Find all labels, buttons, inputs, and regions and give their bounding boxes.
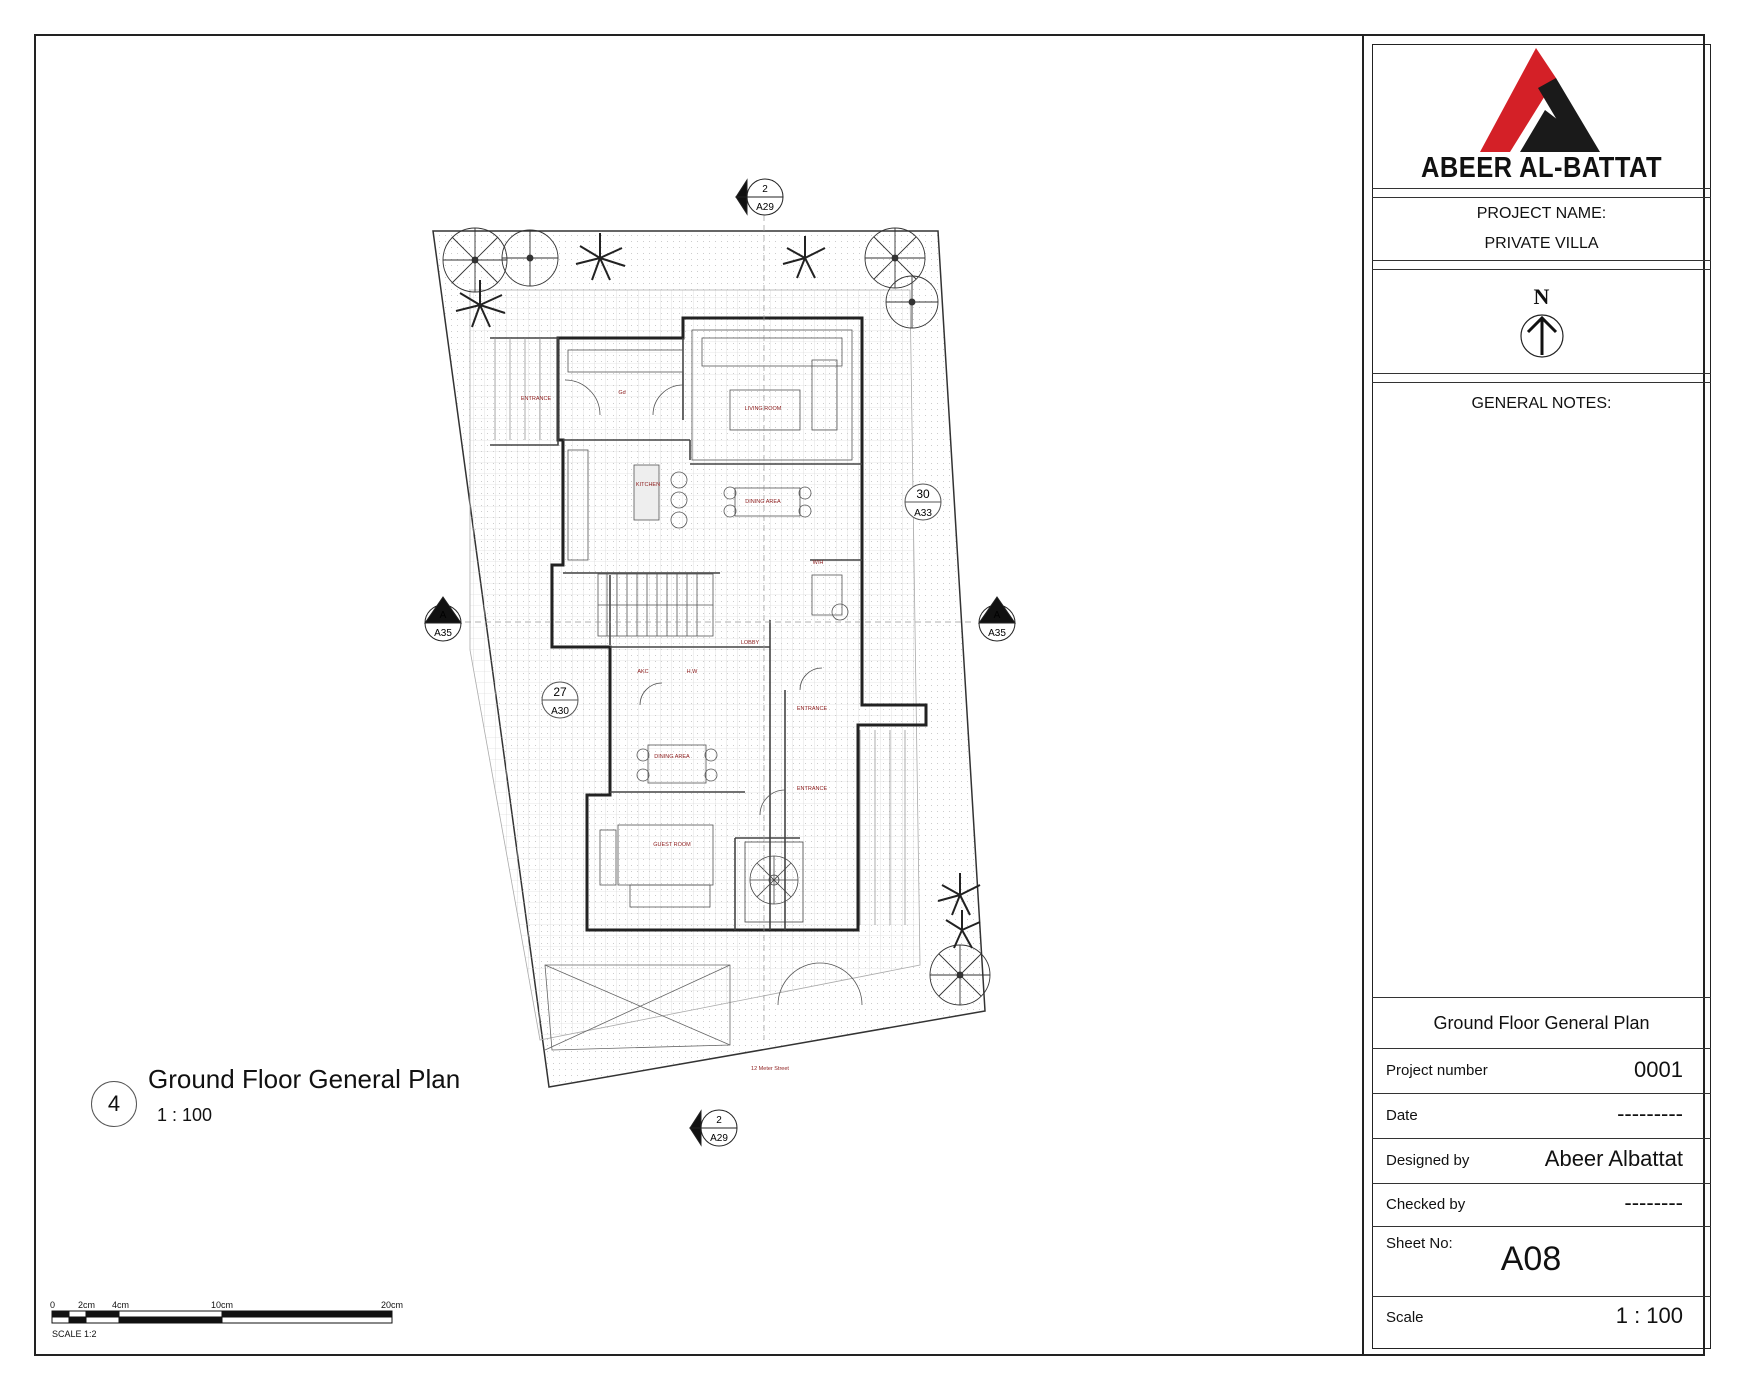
tb-divider-1b xyxy=(1372,197,1711,198)
company-name: ABEER AL-BATTAT xyxy=(1421,152,1662,184)
paved-area xyxy=(470,290,920,1040)
tb-divider-3b xyxy=(1372,382,1711,383)
tb-divider-5 xyxy=(1372,1048,1711,1049)
street-label: 12 Meter Street xyxy=(751,1066,789,1072)
scalebar-tick-4cm: 4cm xyxy=(112,1300,130,1310)
scale-value: 1 : 100 xyxy=(1615,1303,1683,1328)
tb-divider-8 xyxy=(1372,1183,1711,1184)
section-tag-north-bottom: A29 xyxy=(756,202,774,213)
tb-divider-10 xyxy=(1372,1296,1711,1297)
room-label-kitchen: KITCHEN xyxy=(635,482,661,488)
tb-divider-2b xyxy=(1372,269,1711,270)
general-notes-label: GENERAL NOTES: xyxy=(1471,395,1612,412)
checked-by-value: -------- xyxy=(1624,1190,1683,1215)
project-number-value: 0001 xyxy=(1634,1057,1683,1082)
drawing-scale: 1 : 100 xyxy=(157,1105,213,1125)
room-label-dining-area-2: DINING AREA xyxy=(654,754,690,760)
section-tag-north-top: 2 xyxy=(762,184,768,195)
scale-label: Scale xyxy=(1386,1309,1424,1326)
company-logo-icon xyxy=(1480,48,1600,156)
tb-divider-6 xyxy=(1372,1093,1711,1094)
callout-tag-27-bottom: A30 xyxy=(551,706,569,717)
date-label: Date xyxy=(1386,1107,1418,1124)
tb-divider-1 xyxy=(1372,188,1711,189)
scalebar-tick-10cm: 10cm xyxy=(211,1300,234,1310)
section-tag-east-bottom: A35 xyxy=(988,628,1006,639)
callout-tag-30-top: 30 xyxy=(916,487,930,501)
tb-divider-9 xyxy=(1372,1226,1711,1227)
room-label-entrance-3: ENTRANCE xyxy=(796,786,828,792)
section-tag-west-top: A xyxy=(439,610,447,621)
drawing-title: Ground Floor General Plan xyxy=(148,1064,461,1094)
designed-by-value: Abeer Albattat xyxy=(1544,1146,1683,1171)
room-label-living-room: LIVING ROOM xyxy=(744,406,782,412)
scalebar-tick-2cm: 2cm xyxy=(78,1300,96,1310)
room-label-entrance-1: ENTRANCE xyxy=(520,396,552,402)
tb-divider-7 xyxy=(1372,1138,1711,1139)
project-name-label: PROJECT NAME: xyxy=(1476,205,1607,222)
section-tag-south-bottom: A29 xyxy=(710,1133,728,1144)
callout-tag-27-top: 27 xyxy=(553,685,567,699)
section-tag-east-top: A xyxy=(993,610,1001,621)
sheet-no-label: Sheet No: xyxy=(1386,1235,1453,1252)
tb-divider-2 xyxy=(1372,260,1711,261)
section-tag-south-top: 2 xyxy=(716,1115,722,1126)
room-label-gd: Gd xyxy=(618,390,626,396)
sheet-no-value: A08 xyxy=(1500,1240,1562,1278)
room-label-lobby: LOBBY xyxy=(740,640,760,646)
section-tag-west-bottom: A35 xyxy=(434,628,452,639)
room-label-hw: H.W xyxy=(686,669,698,675)
project-number-label: Project number xyxy=(1386,1062,1488,1079)
scalebar-tick-0: 0 xyxy=(50,1300,56,1310)
room-label-guest-room: GUEST ROOM xyxy=(653,842,691,848)
scalebar-tick-20cm: 20cm xyxy=(381,1300,404,1310)
room-label-entrance-2: ENTRANCE xyxy=(796,706,828,712)
north-letter: N xyxy=(1533,284,1550,309)
designed-by-label: Designed by xyxy=(1386,1152,1470,1169)
north-arrow-icon xyxy=(1518,312,1566,360)
callout-tag-30-bottom: A33 xyxy=(914,508,932,519)
graphic-scale-bar xyxy=(52,1311,392,1323)
tb-divider-3 xyxy=(1372,373,1711,374)
room-label-wh: W/H xyxy=(812,560,824,566)
checked-by-label: Checked by xyxy=(1386,1196,1466,1213)
room-label-dining-area-1: DINING AREA xyxy=(745,499,781,505)
view-number-badge: 4 xyxy=(91,1081,137,1127)
date-value: --------- xyxy=(1617,1101,1683,1126)
tb-divider-4 xyxy=(1372,997,1711,998)
sheet-title: Ground Floor General Plan xyxy=(1433,1013,1650,1033)
room-label-akc: AKC xyxy=(637,669,649,675)
scalebar-caption: SCALE 1:2 xyxy=(52,1329,97,1339)
project-name-value: PRIVATE VILLA xyxy=(1484,235,1599,252)
